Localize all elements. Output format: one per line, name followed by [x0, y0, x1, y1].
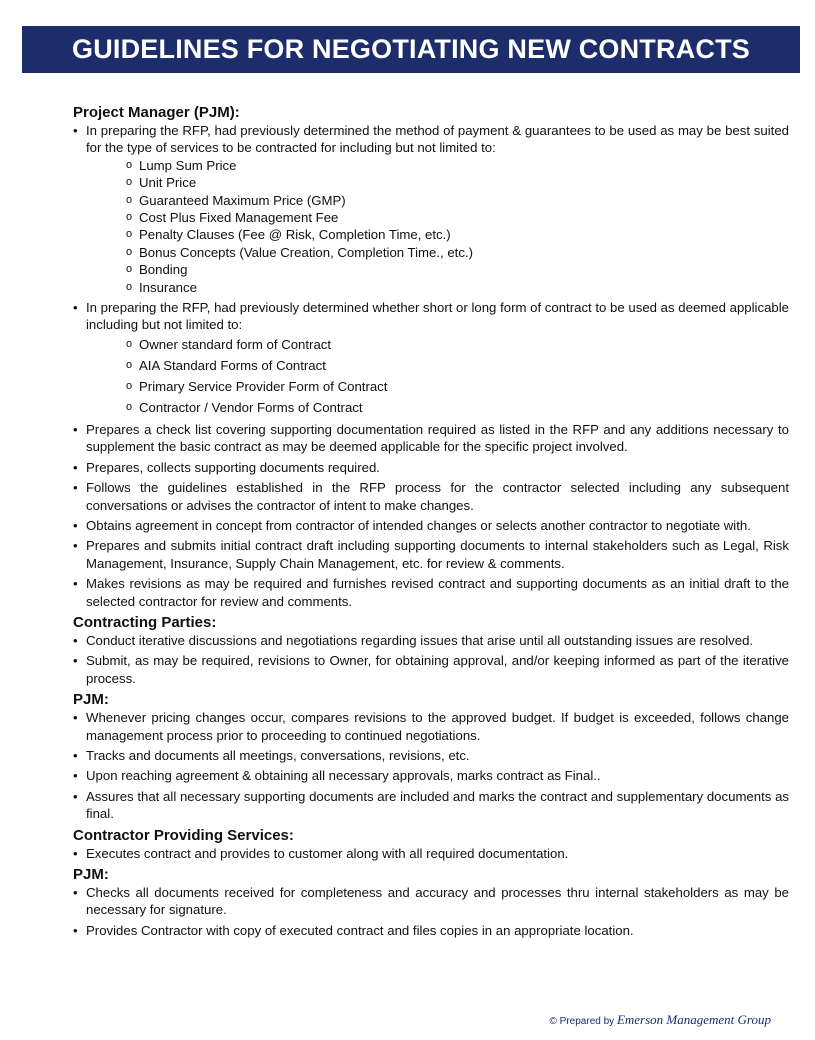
bullet-list — [73, 632, 789, 687]
list-item: • Tracks and documents all meetings, conversations, revisions, etc. — [73, 747, 789, 764]
footer-prefix: © Prepared by — [549, 1016, 615, 1027]
sub-item: o Contractor / Vendor Forms of Contract — [126, 397, 789, 418]
sub-item: o AIA Standard Forms of Contract — [126, 355, 789, 376]
sub-item: o Cost Plus Fixed Management Fee — [126, 209, 789, 226]
page-title: GUIDELINES FOR NEGOTIATING NEW CONTRACTS — [72, 34, 750, 64]
list-item: • Assures that all necessary supporting documents are included and marks the contract and supplementary documents as final. — [73, 788, 789, 823]
list-item-text: In preparing the RFP, had previously determined the method of payment & guarantees to be used as may be best suited for the type of services to be contracted for including but not limited to: — [86, 123, 789, 156]
section-contracting-parties — [73, 613, 789, 687]
list-item: • Whenever pricing changes occur, compares revisions to the approved budget. If budget is exceeded, follows change management process prior to proceeding to continued negotiations. — [73, 709, 789, 744]
list-item: • Makes revisions as may be required and furnishes revised contract and supporting documents as an initial draft to the selected contractor for review and comments. — [73, 575, 789, 610]
guidelines-content — [73, 103, 789, 942]
list-item-text: In preparing the RFP, had previously determined whether short or long form of contract to be used as deemed applicable including but not limited to: — [86, 300, 789, 333]
section-heading: PJM: — [73, 866, 109, 883]
footer-credit — [550, 1012, 771, 1028]
sub-item: o Insurance — [126, 279, 789, 296]
sub-list — [126, 157, 789, 296]
sub-item: o Bonus Concepts (Value Creation, Completion Time., etc.) — [126, 244, 789, 261]
list-item — [73, 122, 789, 296]
section-heading: Contractor Providing Services: — [73, 826, 294, 844]
section-pjm-3 — [73, 865, 789, 939]
sub-item: o Bonding — [126, 261, 789, 278]
bullet-list — [73, 122, 789, 610]
list-item: • Prepares and submits initial contract draft including supporting documents to internal stakeholders such as Legal, Risk Management, Insurance, Supply Chain Management, etc. for review & comments. — [73, 537, 789, 572]
list-item: • Submit, as may be required, revisions to Owner, for obtaining approval, and/or keeping informed as part of the iterative process. — [73, 652, 789, 687]
title-banner — [22, 26, 800, 73]
sub-item: o Owner standard form of Contract — [126, 334, 789, 355]
sub-item: o Unit Price — [126, 174, 789, 191]
list-item: • Follows the guidelines established in the RFP process for the contractor selected including any subsequent conversations or advises the contractor of intent to make changes. — [73, 479, 789, 514]
sub-list — [126, 334, 789, 418]
list-item: • Upon reaching agreement & obtaining all necessary approvals, marks contract as Final.. — [73, 767, 789, 784]
sub-item: o Guaranteed Maximum Price (GMP) — [126, 192, 789, 209]
bullet-list — [73, 709, 789, 822]
list-item: • Provides Contractor with copy of executed contract and files copies in an appropriate location. — [73, 922, 789, 939]
company-brand: Emerson Management Group — [616, 1012, 771, 1027]
list-item: • Prepares, collects supporting documents required. — [73, 459, 789, 476]
list-item: • Prepares a check list covering supporting documentation required as listed in the RFP and any additions necessary to supplement the basic contract as may be deemed applicable for the specific project involved. — [73, 421, 789, 456]
section-heading: Project Manager (PJM): — [73, 104, 240, 121]
section-pjm-1 — [73, 103, 789, 610]
list-item: • Executes contract and provides to customer along with all required documentation. — [73, 845, 789, 862]
sub-item: o Penalty Clauses (Fee @ Risk, Completion Time, etc.) — [126, 226, 789, 243]
bullet-list — [73, 884, 789, 939]
section-heading: Contracting Parties: — [73, 613, 217, 631]
list-item: • Conduct iterative discussions and negotiations regarding issues that arise until all outstanding issues are resolved. — [73, 632, 789, 649]
bullet-list — [73, 845, 789, 862]
list-item: • Checks all documents received for completeness and accuracy and processes thru internal stakeholders as may be necessary for signature. — [73, 884, 789, 919]
list-item — [73, 299, 789, 418]
sub-item: o Lump Sum Price — [126, 157, 789, 174]
list-item: • Obtains agreement in concept from contractor of intended changes or selects another contractor to negotiate with. — [73, 517, 789, 534]
section-heading: PJM: — [73, 691, 109, 709]
sub-item: o Primary Service Provider Form of Contract — [126, 376, 789, 397]
section-contractor-providing-services — [73, 826, 789, 862]
section-pjm-2 — [73, 690, 789, 822]
